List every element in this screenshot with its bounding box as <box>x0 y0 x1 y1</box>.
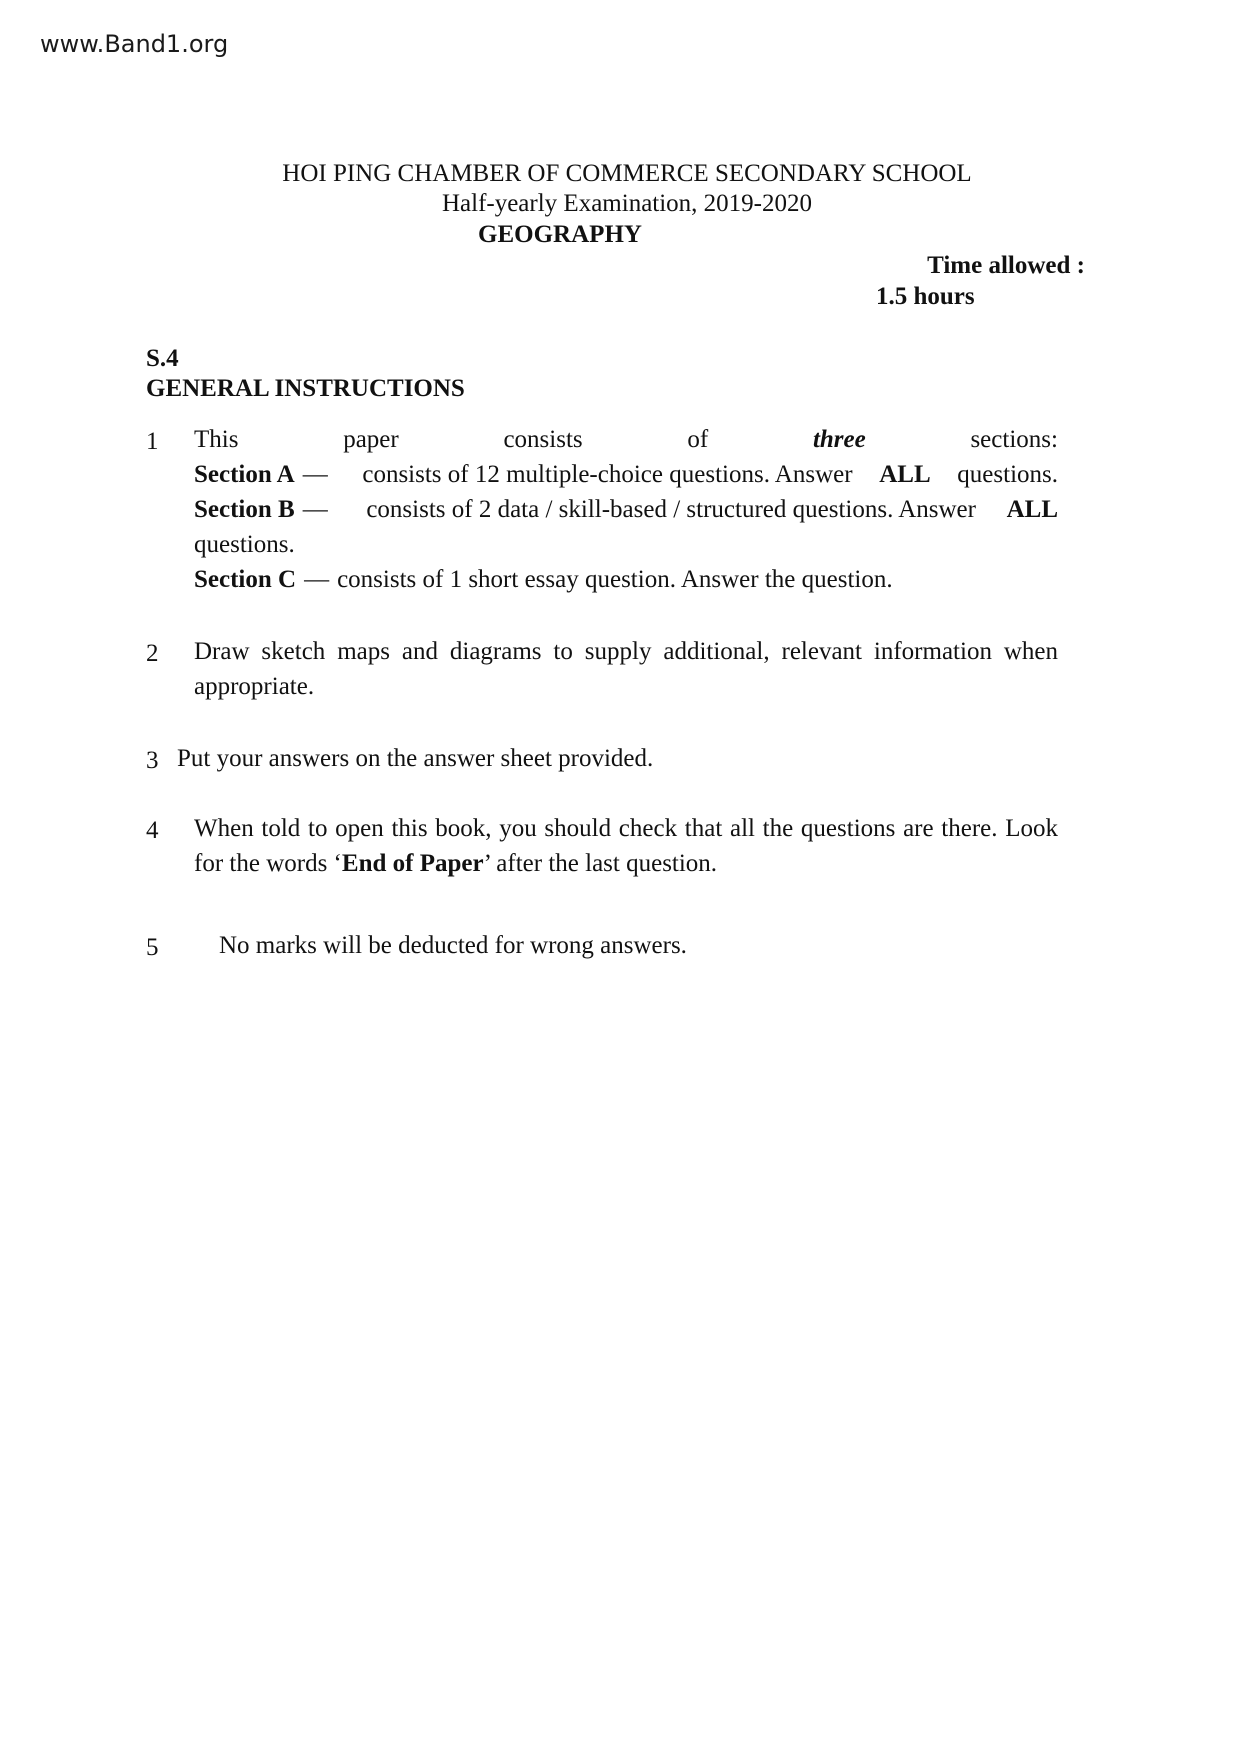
dash: — <box>302 461 328 488</box>
section-b-text: consists of 2 data / skill-based / structured questions. Answer <box>366 496 976 523</box>
instruction-4 <box>194 811 1058 881</box>
time-allowed-label: Time allowed : <box>927 252 1085 279</box>
end-of-paper-emphasis: End of Paper <box>341 850 484 877</box>
section-a-text: consists of 12 multiple-choice questions. Answer <box>362 461 853 488</box>
watermark-url: www.Band1.org <box>40 30 229 58</box>
section-c-text: consists of 1 short essay question. Answer the question. <box>337 566 893 593</box>
word: This <box>194 426 239 453</box>
word: sections: <box>970 426 1058 453</box>
section-a-label: Section A <box>194 461 295 488</box>
instruction-4-text-end: ’ after the last question. <box>483 850 718 877</box>
all-emphasis: ALL <box>879 461 931 488</box>
word: consists <box>503 426 583 453</box>
instruction-4-text: When told to open this book, you should check that all the questions are there. Look for the words ‘ <box>194 815 1058 877</box>
instruction-number: 4 <box>146 817 159 844</box>
time-allowed-value: 1.5 hours <box>876 283 975 310</box>
section-b-text-end: questions. <box>194 531 295 558</box>
section-b-line-end <box>194 527 1058 562</box>
instruction-2: Draw sketch maps and diagrams to supply additional, relevant information when appropriate. <box>194 638 1058 700</box>
section-a-text-end: questions. <box>957 461 1058 488</box>
word: paper <box>343 426 399 453</box>
section-b-line <box>194 492 1058 527</box>
instruction-number: 3 <box>146 747 159 774</box>
subject-title: GEOGRAPHY <box>478 221 642 248</box>
instruction-number: 5 <box>146 934 159 961</box>
instruction-number: 1 <box>146 428 159 455</box>
instruction-3: Put your answers on the answer sheet provided. <box>177 745 654 772</box>
section-c-line <box>194 562 1058 597</box>
word: of <box>687 426 709 453</box>
all-emphasis: ALL <box>1006 496 1058 523</box>
instruction-number: 2 <box>146 640 159 667</box>
section-b-label: Section B <box>194 496 295 523</box>
instruction-5: No marks will be deducted for wrong answers. <box>219 932 687 959</box>
dash: — <box>302 496 328 523</box>
word-three: three <box>812 426 866 453</box>
instruction-1-intro <box>194 422 1058 457</box>
school-name: HOI PING CHAMBER OF COMMERCE SECONDARY SCHOOL <box>282 160 972 187</box>
general-instructions-heading: GENERAL INSTRUCTIONS <box>146 375 465 402</box>
instruction-1 <box>194 422 1058 597</box>
section-c-label: Section C <box>194 566 297 593</box>
form-level: S.4 <box>146 345 179 372</box>
dash: — <box>304 566 330 593</box>
exam-title: Half-yearly Examination, 2019-2020 <box>441 190 813 217</box>
section-a-line <box>194 457 1058 492</box>
